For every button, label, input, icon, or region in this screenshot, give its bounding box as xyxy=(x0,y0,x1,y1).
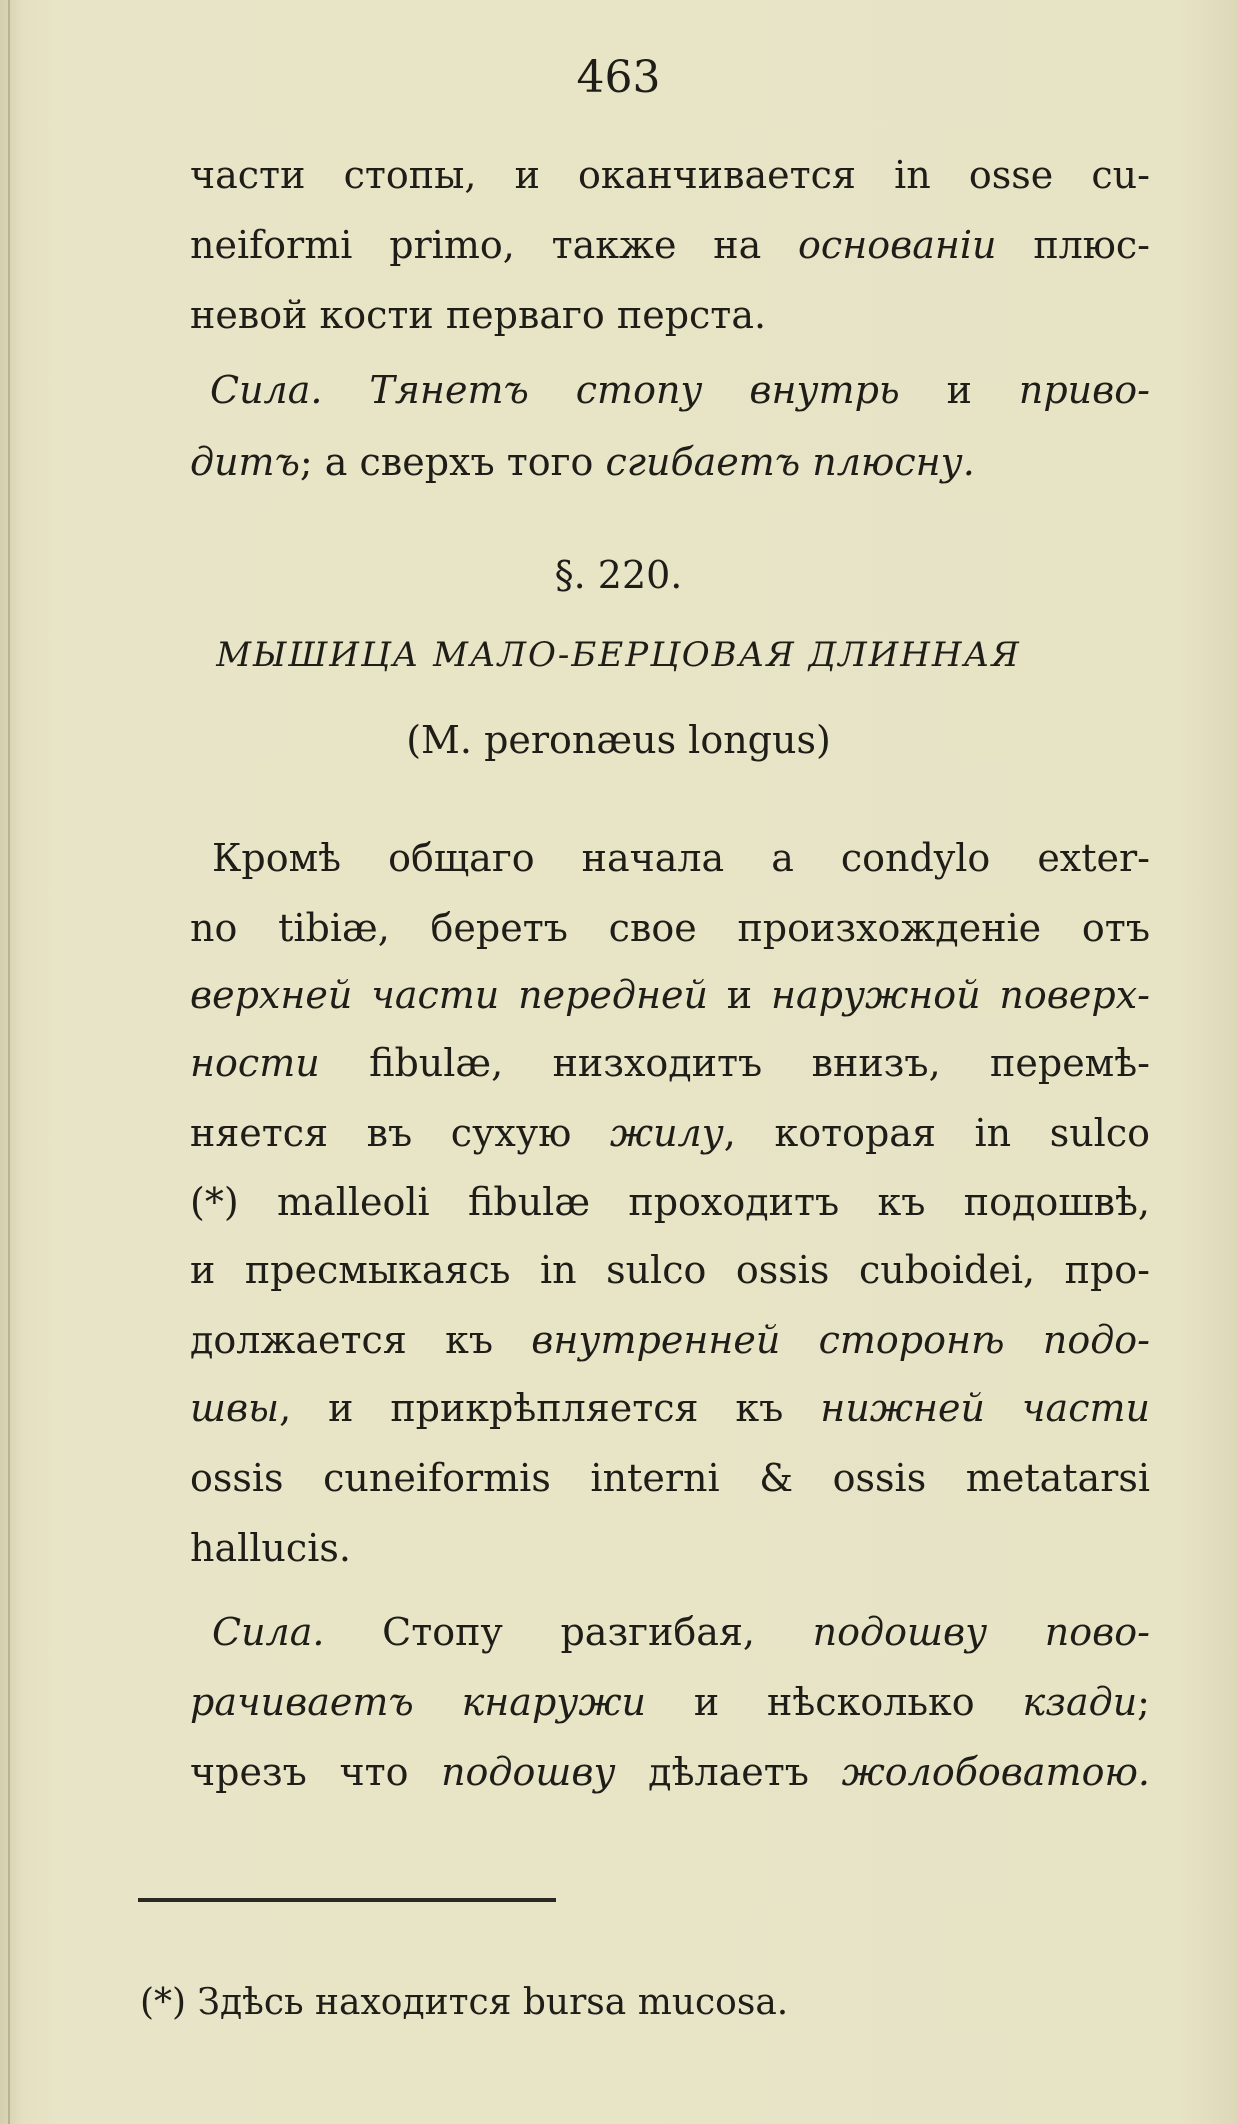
section-number: §. 220. xyxy=(554,553,683,597)
text-line xyxy=(190,1672,1150,1732)
text-line xyxy=(190,1172,1150,1232)
footnote-rule xyxy=(138,1898,556,1902)
italic-term: подошву xyxy=(441,1750,616,1794)
text-span: и xyxy=(899,368,1019,412)
italic-term: Сила. xyxy=(212,1610,325,1654)
text-line xyxy=(190,1103,1150,1163)
text-span: должается къ xyxy=(190,1318,532,1362)
section-title: МЫШИЦА МАЛО-БЕРЦОВАЯ ДЛИННАЯ xyxy=(216,635,1021,675)
italic-term: рачиваетъ кнаружи xyxy=(190,1680,646,1724)
italic-term: Сила. Тянетъ стопу внутрь xyxy=(210,368,900,412)
italic-term: наружной поверх- xyxy=(770,973,1150,1017)
text-line xyxy=(212,828,1150,888)
italic-term: основанiи xyxy=(798,223,997,267)
text-span: части стопы, и оканчивается in osse cu- xyxy=(190,153,1150,197)
italic-term: дитъ xyxy=(190,440,300,484)
italic-term: сгибаетъ плюсну. xyxy=(605,440,975,484)
text-span: fibulæ, низходитъ внизъ, перемѣ- xyxy=(319,1041,1150,1085)
text-line xyxy=(190,285,1150,345)
text-span: ; а сверхъ того xyxy=(299,440,606,484)
text-line xyxy=(190,1310,1150,1370)
section-latin-name: (M. peronæus longus) xyxy=(406,718,831,762)
italic-term: верхней части передней xyxy=(190,973,708,1017)
text-span: ossis cuneiformis interni & ossis metatarsi xyxy=(190,1456,1150,1500)
italic-term: швы xyxy=(190,1386,280,1430)
italic-term: жилу xyxy=(609,1111,724,1155)
text-span: ; xyxy=(1137,1680,1150,1724)
text-line xyxy=(212,1602,1150,1662)
text-span: плюс- xyxy=(996,223,1150,267)
text-span: дѣлаетъ xyxy=(615,1750,842,1794)
text-line xyxy=(190,145,1150,205)
text-line xyxy=(190,965,1150,1025)
text-span: hallucis. xyxy=(190,1526,351,1570)
text-span: невой кости перваго перста. xyxy=(190,293,767,337)
text-span: и нѣсколько xyxy=(646,1680,1023,1724)
text-line xyxy=(190,1448,1150,1508)
text-span: no tibiæ, беретъ свое произхожденiе отъ xyxy=(190,906,1150,950)
italic-term: приво- xyxy=(1018,368,1150,412)
text-span: (*) malleoli fibulæ проходитъ къ подошвѣ, xyxy=(190,1180,1150,1224)
text-span: няется въ сухую xyxy=(190,1111,610,1155)
text-line xyxy=(190,215,1150,275)
text-span: , и прикрѣпляется къ xyxy=(279,1386,821,1430)
footnote: (*) Здѣсь находится bursa mucosa. xyxy=(140,1982,789,2023)
text-line xyxy=(190,1378,1150,1438)
text-span: , которая in sulco xyxy=(723,1111,1150,1155)
text-span: чрезъ что xyxy=(190,1750,442,1794)
italic-term: внутренней сторонѣ подо- xyxy=(531,1318,1150,1362)
text-line xyxy=(190,1742,1150,1802)
italic-term: нижней части xyxy=(820,1386,1151,1430)
page-edge xyxy=(8,0,10,2124)
italic-term: подошву пово- xyxy=(812,1610,1150,1654)
page-number: 463 xyxy=(576,52,661,103)
text-span: Стопу разгибая, xyxy=(324,1610,813,1654)
text-line xyxy=(190,432,1150,492)
text-line xyxy=(210,360,1150,420)
italic-term: кзади xyxy=(1022,1680,1138,1724)
text-span: и xyxy=(707,973,771,1017)
text-span: и пресмыкаясь in sulco ossis cuboidei, про- xyxy=(190,1248,1150,1292)
italic-term: ности xyxy=(190,1041,320,1085)
text-span: Кромѣ общаго начала a condylo exter- xyxy=(212,836,1150,880)
text-span: neiformi primo, также на xyxy=(190,223,799,267)
text-line xyxy=(190,1518,1150,1578)
text-line xyxy=(190,898,1150,958)
text-line xyxy=(190,1033,1150,1093)
italic-term: жолобоватою. xyxy=(841,1750,1150,1794)
text-line xyxy=(190,1240,1150,1300)
